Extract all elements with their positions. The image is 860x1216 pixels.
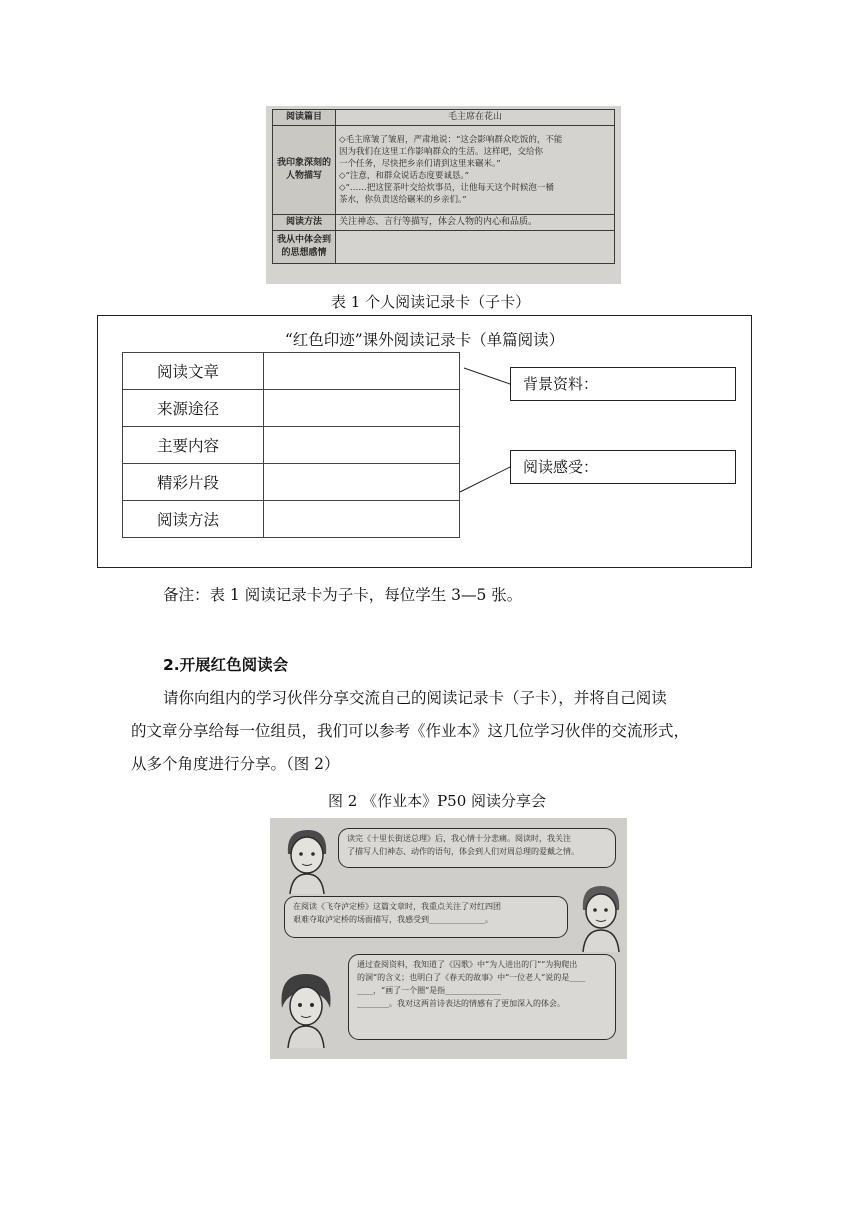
remark-note: 备注：表 1 阅读记录卡为子卡，每位学生 3—5 张。 <box>163 586 523 604</box>
bubble-line: 了描写人们神态、动作的语句，体会到人们对周总理的爱戴之情。 <box>347 847 579 856</box>
bubble-line: 艰难夺取泸定桥的场面描写，我感受到______________。 <box>293 915 493 924</box>
reading-record-photo <box>266 106 621 284</box>
quote-line: ◇毛主席皱了皱眉，严肃地说：“这会影响群众吃饭的，不能 <box>339 135 563 145</box>
figure-caption: 图 2 《作业本》P50 阅读分享会 <box>328 792 547 810</box>
photo-record-table <box>272 109 615 264</box>
boy-avatar-icon <box>278 824 334 894</box>
row-value <box>336 126 615 215</box>
quote-line: 茶水，你负责送给碾米的乡亲们。” <box>339 195 467 205</box>
paragraph-line: 从多个角度进行分享。（图 2） <box>131 755 340 773</box>
table-row <box>273 215 615 231</box>
bubble-line: ________。我对这两首诗表达的情感有了更加深入的体会。 <box>357 999 565 1008</box>
connector-line <box>460 467 510 492</box>
table-row <box>273 126 615 215</box>
table-row <box>273 110 615 126</box>
row-label: 阅读方法 <box>273 215 336 231</box>
speech-bubble <box>338 828 616 868</box>
row-label: 精彩片段 <box>123 464 264 501</box>
row-label: 阅读篇目 <box>273 110 336 126</box>
boy-avatar-icon <box>575 882 625 952</box>
bubble-line: 在阅读《飞夺泸定桥》这篇文章时，我重点关注了对红四团 <box>293 902 501 911</box>
row-value: 毛主席在花山 <box>336 110 615 126</box>
table-row <box>273 231 615 264</box>
table-caption: 表 1 个人阅读记录卡（子卡） <box>331 293 531 311</box>
bubble-line: 读完《十里长街送总理》后，我心情十分悲痛。阅读时，我关注 <box>347 834 571 843</box>
row-label: 来源途径 <box>123 390 264 427</box>
card-title: “红色印迹”课外阅读记录卡（单篇阅读） <box>284 331 565 349</box>
row-label: 阅读方法 <box>123 501 264 538</box>
bubble-line: 通过查阅资料，我知道了《囚歌》中“为人进出的门”“为狗爬出 <box>357 960 578 969</box>
quote-line: ◇“注意，和群众说话态度要诚恳。” <box>339 171 469 181</box>
section-heading: 2.开展红色阅读会 <box>163 656 289 674</box>
connector-lines <box>98 316 751 567</box>
row-value: 关注神态、言行等描写，体会人物的内心和品质。 <box>336 215 615 231</box>
reading-share-photo <box>270 818 627 1059</box>
quote-line: ◇“……把这筐茶叶交给炊事员，让他每天这个时候泡一桶 <box>339 183 554 193</box>
background-info-box[interactable]: 背景资料： <box>510 367 736 401</box>
speech-bubble <box>348 954 616 1040</box>
reading-record-card <box>97 315 752 568</box>
paragraph-line: 请你向组内的学习伙伴分享交流自己的阅读记录卡（子卡），并将自己阅读 <box>163 689 667 707</box>
quote-line: 因为我们在这里工作影响群众的生活。这样吧，交给你 <box>339 147 544 157</box>
speech-bubble <box>284 896 568 938</box>
row-label: 阅读文章 <box>123 353 264 390</box>
row-value <box>336 231 615 264</box>
girl-avatar-icon <box>276 968 336 1048</box>
row-label: 我从中体会到的思想感情 <box>273 231 336 264</box>
paragraph-line: 的文章分享给每一位组员，我们可以参考《作业本》这几位学习伙伴的交流形式， <box>131 722 690 740</box>
connector-line <box>464 368 510 384</box>
quote-line: 一个任务，尽快把乡亲们请到这里来碾米。” <box>339 159 501 169</box>
row-label: 我印象深刻的人物描写 <box>273 126 336 215</box>
bubble-line: ____，“画了一个圈”是指______________ <box>357 986 502 995</box>
reading-feeling-box[interactable]: 阅读感受： <box>510 450 736 484</box>
bubble-line: 的洞”的含义；也明白了《春天的故事》中“一位老人”说的是____ <box>357 973 586 982</box>
row-label: 主要内容 <box>123 427 264 464</box>
